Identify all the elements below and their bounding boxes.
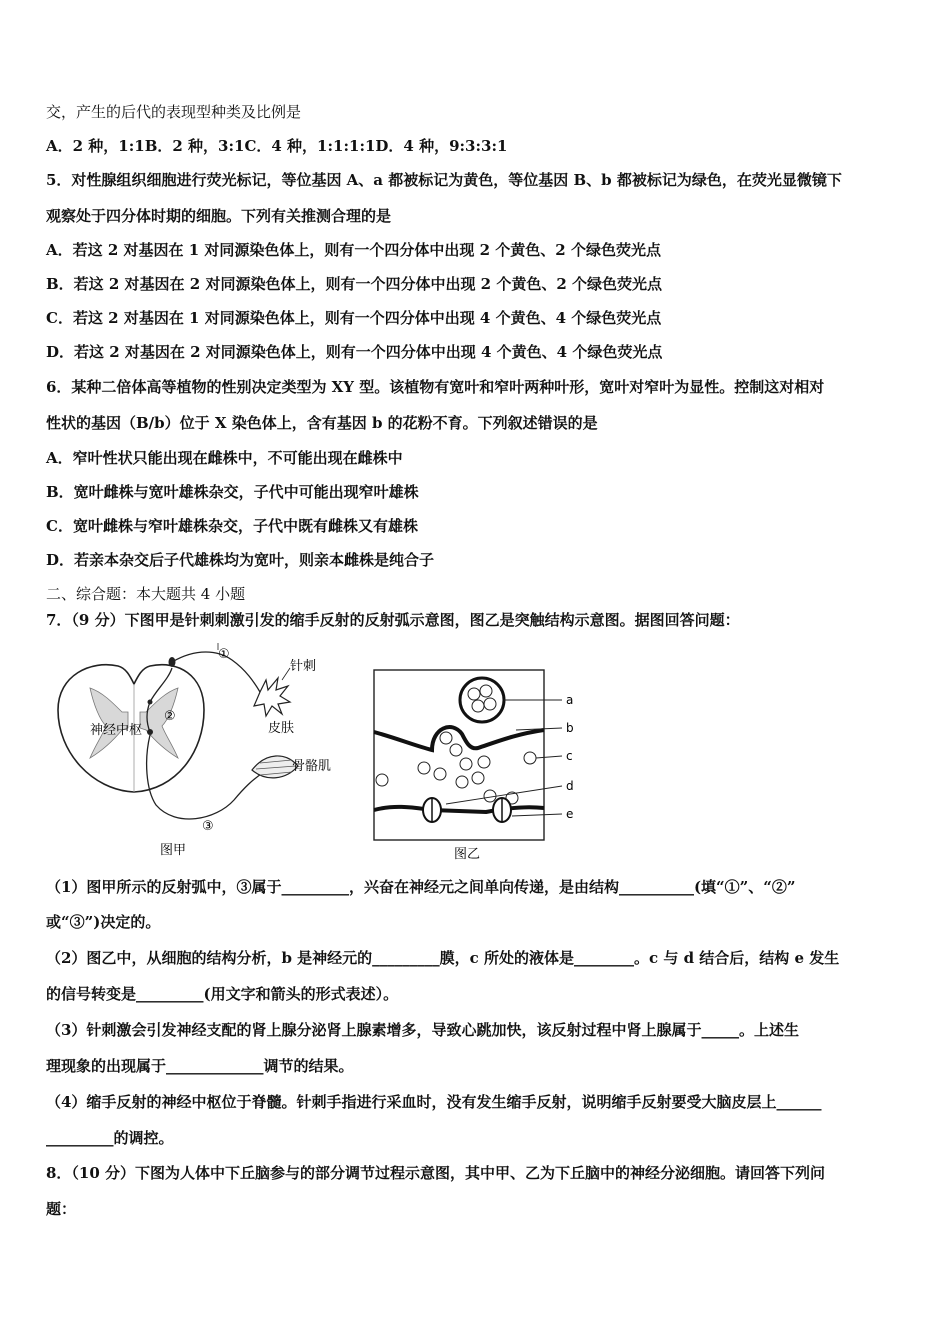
q7-stem: 7．（9 分）下图甲是针刺刺激引发的缩手反射的反射弧示意图，图乙是突触结构示意图。据图回答问题：	[46, 611, 740, 629]
label-muscle: 骨骼肌	[292, 759, 332, 774]
caption-yi: 图乙	[454, 847, 481, 862]
text-line-1: 交，产生的后代的表现型种类及比例是	[46, 103, 302, 121]
q5-option-b: B．若这 2 对基因在 2 对同源染色体上，则有一个四分体中出现 2 个黄色、2 个绿色荧光点	[46, 275, 662, 293]
q7-sub4-line2: _________的调控。	[46, 1129, 174, 1147]
figure-reflex-arc	[46, 640, 346, 865]
q7-sub1-line1: （1）图甲所示的反射弧中，③属于_________，兴奋在神经元之间单向传递，是由结构__________(填“①”、“②”	[46, 878, 796, 896]
postsynaptic-membrane	[374, 807, 544, 812]
section-title: 二、综合题：本大题共 4 小题	[46, 585, 246, 603]
q7-sub3-line2: 理现象的出现属于_____________调节的结果。	[46, 1057, 354, 1075]
q5-option-d: D．若这 2 对基因在 2 对同源染色体上，则有一个四分体中出现 4 个黄色、4 个绿色荧光点	[46, 343, 663, 361]
q8-stem-1: 8．（10 分）下图为人体中下丘脑参与的部分调节过程示意图，其中甲、乙为下丘脑中的神经分泌细胞。请回答下列问	[46, 1164, 826, 1182]
q5-stem-1: 5．对性腺组织细胞进行荧光标记，等位基因 A、a 都被标记为黄色，等位基因 B、b 都被标记为绿色，在荧光显微镜下	[46, 171, 842, 189]
q5-stem-2: 观察处于四分体时期的细胞。下列有关推测合理的是	[46, 207, 392, 225]
skin-receptor	[254, 678, 290, 716]
label-needle: 针刺	[290, 659, 317, 674]
q5-option-c: C．若这 2 对基因在 1 对同源染色体上，则有一个四分体中出现 4 个黄色、4 个绿色荧光点	[46, 309, 662, 327]
q7-sub2-line1: （2）图乙中，从细胞的结构分析，b 是神经元的_________膜，c 所处的液体是________。c 与 d 结合后，结构 e 发生	[46, 949, 840, 967]
q6-option-a: A．窄叶性状只能出现在雌株中，不可能出现在雌株中	[46, 449, 403, 467]
transmitter-c	[524, 752, 536, 764]
q6-option-c: C．宽叶雌株与窄叶雄株杂交，子代中既有雌株又有雄株	[46, 517, 418, 535]
presynaptic-membrane	[374, 727, 544, 750]
label-center: 神经中枢	[90, 723, 143, 738]
vesicle-a	[460, 678, 504, 722]
label-e: e	[566, 807, 574, 821]
q6-stem-1: 6．某种二倍体高等植物的性别决定类型为 XY 型。该植物有宽叶和窄叶两种叶形，宽叶对窄叶为显性。控制这对相对	[46, 378, 825, 396]
q7-sub1-line2: 或“③”)决定的。	[46, 913, 161, 931]
caption-jia: 图甲	[160, 843, 187, 858]
q8-stem-2: 题：	[46, 1200, 77, 1218]
q7-sub3-line1: （3）针刺激会引发神经支配的肾上腺分泌肾上腺素增多，导致心跳加快，该反射过程中肾上腺属于_____。上述生	[46, 1021, 799, 1039]
label-skin: 皮肤	[268, 721, 295, 736]
label-1: ①	[218, 647, 230, 662]
q5-option-a: A．若这 2 对基因在 1 对同源染色体上，则有一个四分体中出现 2 个黄色、2 个绿色荧光点	[46, 241, 661, 259]
q4-options: A．2 种，1:1B．2 种，3:1C．4 种，1:1:1:1D．4 种，9:3:3:1	[46, 137, 508, 155]
label-a: a	[566, 693, 574, 707]
q6-stem-2: 性状的基因（B/b）位于 X 染色体上，含有基因 b 的花粉不育。下列叙述错误的是	[46, 414, 598, 432]
label-d: d	[566, 779, 574, 793]
label-2: ②	[164, 709, 176, 724]
q6-option-b: B．宽叶雌株与宽叶雄株杂交，子代中可能出现窄叶雄株	[46, 483, 419, 501]
label-3: ③	[202, 819, 214, 834]
label-b: b	[566, 721, 574, 735]
q7-sub2-line2: 的信号转变是_________(用文字和箭头的形式表述）。	[46, 985, 399, 1003]
figure-synapse	[366, 658, 586, 863]
q6-option-d: D．若亲本杂交后子代雄株均为宽叶，则亲本雌株是纯合子	[46, 551, 435, 569]
label-c: c	[566, 749, 573, 763]
q7-sub4-line1: （4）缩手反射的神经中枢位于脊髓。针刺手指进行采血时，没有发生缩手反射，说明缩手反射要受大脑皮层上______	[46, 1093, 822, 1111]
